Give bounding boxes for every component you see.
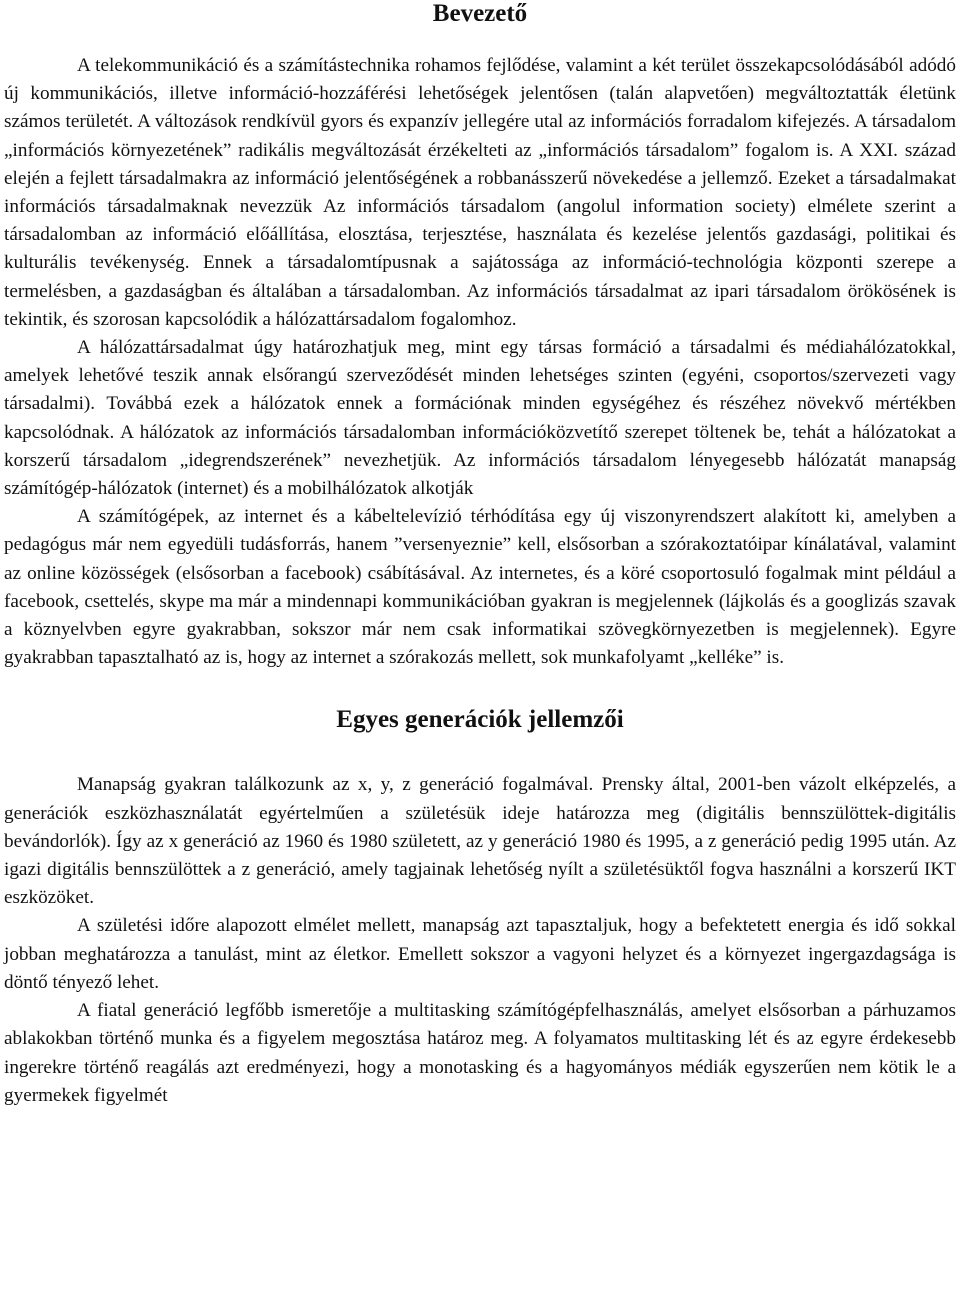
paragraph: A születési időre alapozott elmélet mellett, manapság azt tapasztaljuk, hogy a befektetett energia és idő sokkal jobban meghatározza a tanulást, mint az életkor. Emellett sokszor a vagyoni helyzet és a környezet ingergazdagsága is döntő tényező lehet. — [4, 915, 956, 993]
section-title-generations: Egyes generációk jellemzői — [336, 706, 624, 734]
paragraph: A számítógépek, az internet és a kábeltelevízió térhódítása egy új viszonyrendszert alakított ki, amelyben a pedagógus már nem egyedüli tudásforrás, hanem ”versenyeznie” kell, elsősorban a szórakoztatóipar kínálatával, valamint az online közösségek (elsősorban a facebook) csábításával. Az internetes, és a köré csoportosuló fogalmak mint például a facebook, csettelés, skype ma már a mindennapi kommunikációban gyakran is megjelennek (lájkolás és a googlizás szavak a köznyelvben egyre gyakrabban, sokszor már nem csak informatikai szövegkörnyezetben is megjelennek). Egyre gyakrabban tapasztalható az is, hogy az internet a szórakozás mellett, sok munkafolyamt „kelléke” is. — [4, 506, 956, 669]
paragraph: Manapság gyakran találkozunk az x, y, z generáció fogalmával. Prensky által, 2001-ben vázolt elképzelés, a generációk eszközhasználatát egyértelműen a születésük ideje határozza meg (digitális bennszülöttek-digitális bevándorlók). Így az x generáció az 1960 és 1980 született, az y generáció 1980 és 1995, a z generáció pedig 1995 után. Az igazi digitális bennszülöttek a z generáció, amely tagjainak lehetőség nyílt a születésüktől fogva használni a korszerű IKT eszközöket. — [4, 774, 956, 909]
intro-section-body — [4, 40, 956, 672]
generations-section-body — [4, 771, 956, 1109]
section-title-intro: Bevezető — [432, 0, 528, 27]
paragraph: A hálózattársadalmat úgy határozhatjuk meg, mint egy társas formáció a társadalmi és médiahálózatokkal, amelyek lehetővé teszik annak elsőrangú szerveződését minden lehetséges szinten (egyéni, csoportos/szervezeti vagy társadalmi). Továbbá ezek a hálózatok ennek a formációnak minden egységéhez és részéhez növekvő mértékben kapcsolódnak. A hálózatok az információs társadalomban információközvetítő szerepet töltenek be, tehát a hálózatokat a korszerű társadalom „idegrendszerének” nevezhetjük. Az információs társadalom lényegesebb hálózatát manapság számítógép-hálózatok (internet) és a mobilhálózatok alkotják — [4, 337, 956, 500]
paragraph: A fiatal generáció legfőbb ismeretője a multitasking számítógépfelhasználás, amelyet elsősorban a párhuzamos ablakokban történő munka és a figyelem megosztása határoz meg. A folyamatos multitasking lét és az egyre érdekesebb ingerekre történő reagálás azt eredményezi, hogy a monotasking és a hagyományos médiák egyszerűen nem kötik le a gyermekek figyelmét — [4, 1000, 956, 1106]
paragraph: A telekommunikáció és a számítástechnika rohamos fejlődése, valamint a két terület összekapcsolódásából adódó új kommunikációs, illetve információ-hozzáférési lehetőségek jelentősen (talán alapvetően) megváltoztatták életünk számos területét. A változások rendkívül gyors és expanzív jellegére utal az információs forradalom kifejezés. A társadalom „információs környezetének” radikális megváltozását érzékelteti az „információs társadalom” fogalom is. A XXI. század elején a fejlett társadalmakra az információ jelentőségének a robbanásszerű növekedése a jellemző. Ezeket a társadalmakat információs társadalmaknak nevezzük Az információs társadalom (angolul information society) elmélete szerint a társadalomban az információ előállítása, elosztása, terjesztése, használata és kezelése jelentős gazdasági, politikai és kulturális tevékenység. Ennek a társadalomtípusnak a sajátossága az információ-technológia központi szerepe a termelésben, a gazdaságban és általában a társadalomban. Az információs társadalmat az ipari társadalom örökösének is tekintik, és szorosan kapcsolódik a hálózattársadalom fogalomhoz. — [4, 55, 956, 330]
